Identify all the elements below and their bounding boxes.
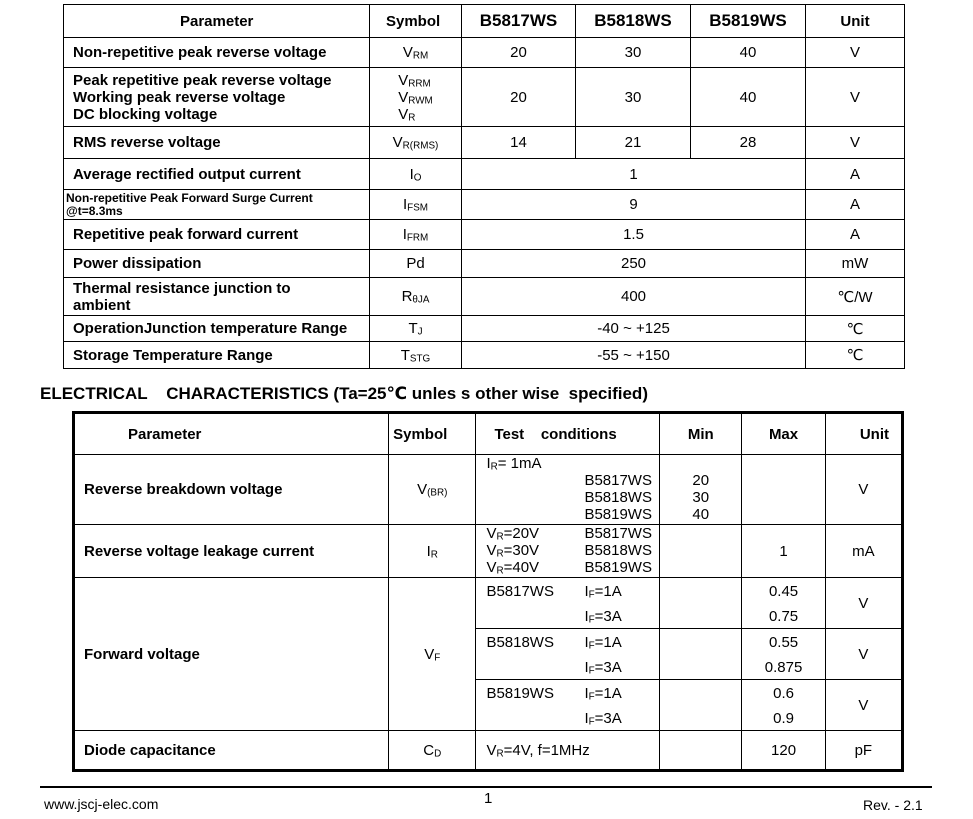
param-cell: Thermal resistance junction to ambient xyxy=(64,278,370,316)
table-row xyxy=(64,316,905,342)
unit-cell: V xyxy=(806,127,905,159)
symbol-cell: $T_{STG}$ xyxy=(370,342,462,369)
param-cell: Storage Temperature Range xyxy=(64,342,370,369)
table-row xyxy=(74,578,903,731)
table-row xyxy=(74,455,903,525)
value-cell: 30 xyxy=(576,68,691,127)
conditions-cell: $I_R= 1mA$ B5817WS B5818WS B5819WS xyxy=(476,455,660,525)
header-b5819ws: B5819WS xyxy=(691,5,806,38)
param-cell: Forward voltage xyxy=(74,578,389,731)
symbol-cell: $I_R$ xyxy=(389,525,476,578)
table-row xyxy=(64,220,905,250)
value-cell: 21 xyxy=(576,127,691,159)
electrical-characteristics-heading: ELECTRICAL CHARACTERISTICS (Ta=25℃ unles s other wise specified) xyxy=(40,384,648,403)
table-header-row xyxy=(74,413,903,455)
value-cell: 400 xyxy=(462,278,806,316)
header-parameter: Parameter xyxy=(64,5,370,38)
value-cell: 28 xyxy=(691,127,806,159)
table-row xyxy=(64,190,905,220)
maximum-ratings-table xyxy=(63,4,905,369)
value-cell: 30 xyxy=(576,38,691,68)
value-cell: 250 xyxy=(462,250,806,278)
header-min: Min xyxy=(660,413,742,455)
unit-cell: V xyxy=(806,68,905,127)
param-cell: Non-repetitive peak reverse voltage xyxy=(64,38,370,68)
symbol-cell: $C_D$ xyxy=(389,731,476,771)
table-row xyxy=(64,342,905,369)
header-unit: Unit xyxy=(806,5,905,38)
min-cell xyxy=(660,525,742,578)
symbol-cell: $V_{RM}$ xyxy=(370,38,462,68)
symbol-cell: $V_{RRM}$ $V_{RWM}$ $V_R$ xyxy=(370,68,462,127)
param-cell: Power dissipation xyxy=(64,250,370,278)
symbol-cell: Pd xyxy=(370,250,462,278)
unit-cell: ℃ xyxy=(806,316,905,342)
table-row xyxy=(64,278,905,316)
table-row xyxy=(64,127,905,159)
param-cell: Reverse voltage leakage current xyxy=(74,525,389,578)
table-row xyxy=(74,731,903,771)
value-cell: 40 xyxy=(691,68,806,127)
symbol-cell: $V_{R(RMS)}$ xyxy=(370,127,462,159)
param-cell: RMS reverse voltage xyxy=(64,127,370,159)
value-cell: 40 xyxy=(691,38,806,68)
value-cell: -40 ~ +125 xyxy=(462,316,806,342)
param-cell: Repetitive peak forward current xyxy=(64,220,370,250)
param-cell: Reverse breakdown voltage xyxy=(74,455,389,525)
header-b5817ws: B5817WS xyxy=(462,5,576,38)
conditions-cell xyxy=(476,578,660,731)
max-cell: 1 xyxy=(742,525,825,578)
unit-cell: A xyxy=(806,190,905,220)
unit-cell: mW xyxy=(806,250,905,278)
symbol-cell: $I_{FRM}$ xyxy=(370,220,462,250)
min-cell xyxy=(660,731,742,771)
conditions-cell: $V_R=4V$, f=1MHz xyxy=(476,731,660,771)
symbol-cell: $I_{FSM}$ xyxy=(370,190,462,220)
max-cell: 120 xyxy=(742,731,825,771)
page-number: 1 xyxy=(484,790,493,807)
table-row xyxy=(64,159,905,190)
unit-cell: ℃/W xyxy=(806,278,905,316)
forward-group-b5817ws: B5817WS $I_F=1A$ $I_F=3A$ xyxy=(486,583,622,626)
symbol-cell: $V_{(BR)}$ xyxy=(389,455,476,525)
table-header-row xyxy=(64,5,905,38)
value-cell: 14 xyxy=(462,127,576,159)
table-row xyxy=(64,250,905,278)
header-symbol: Symbol xyxy=(370,5,462,38)
header-max: Max xyxy=(742,413,825,455)
value-cell: 20 xyxy=(462,38,576,68)
unit-cell: A xyxy=(806,220,905,250)
min-cell xyxy=(660,578,742,731)
unit-cell: V xyxy=(806,38,905,68)
param-cell: Diode capacitance xyxy=(74,731,389,771)
max-cell: 0.45 0.75 0.55 0.875 0.6 0.9 xyxy=(742,578,825,731)
table-row xyxy=(64,38,905,68)
revision-label: Rev. - 2.1 xyxy=(863,797,923,813)
value-cell: 20 xyxy=(462,68,576,127)
unit-cell: mA xyxy=(825,525,902,578)
electrical-characteristics-table xyxy=(72,411,904,772)
header-unit: Unit xyxy=(825,413,902,455)
forward-group-b5818ws: B5818WS $I_F=1A$ $I_F=3A$ xyxy=(486,634,622,677)
conditions-cell: $V_R=20V$ $V_R=30V$ $V_R=40V$ B5817WS B5818WS B5819WS xyxy=(476,525,660,578)
footer-divider xyxy=(40,786,932,788)
value-cell: 9 xyxy=(462,190,806,220)
unit-cell: A xyxy=(806,159,905,190)
symbol-cell: $V_F$ xyxy=(389,578,476,731)
min-cell: 20 30 40 xyxy=(660,455,742,525)
param-cell: OperationJunction temperature Range xyxy=(64,316,370,342)
unit-cell: pF xyxy=(825,731,902,771)
param-cell: Peak repetitive peak reverse voltage Working peak reverse voltage DC blocking voltage xyxy=(64,68,370,127)
symbol-cell: $T_J$ xyxy=(370,316,462,342)
param-cell: Non-repetitive Peak Forward Surge Current @t=8.3ms xyxy=(64,190,370,220)
symbol-cell: $R_{\theta JA}$ xyxy=(370,278,462,316)
param-cell: Average rectified output current xyxy=(64,159,370,190)
unit-cell: V xyxy=(825,455,902,525)
max-cell xyxy=(742,455,825,525)
unit-cell: ℃ xyxy=(806,342,905,369)
footer-website: www.jscj-elec.com xyxy=(44,796,159,812)
table-row xyxy=(74,525,903,578)
forward-group-b5819ws: B5819WS $I_F=1A$ $I_F=3A$ xyxy=(486,685,622,728)
header-parameter: Parameter xyxy=(74,413,389,455)
table-row xyxy=(64,68,905,127)
header-test-conditions: Test conditions xyxy=(476,413,660,455)
value-cell: -55 ~ +150 xyxy=(462,342,806,369)
value-cell: 1.5 xyxy=(462,220,806,250)
unit-cell: V V V xyxy=(825,578,902,731)
value-cell: 1 xyxy=(462,159,806,190)
header-b5818ws: B5818WS xyxy=(576,5,691,38)
header-symbol: Symbol xyxy=(389,413,476,455)
symbol-cell: $I_O$ xyxy=(370,159,462,190)
